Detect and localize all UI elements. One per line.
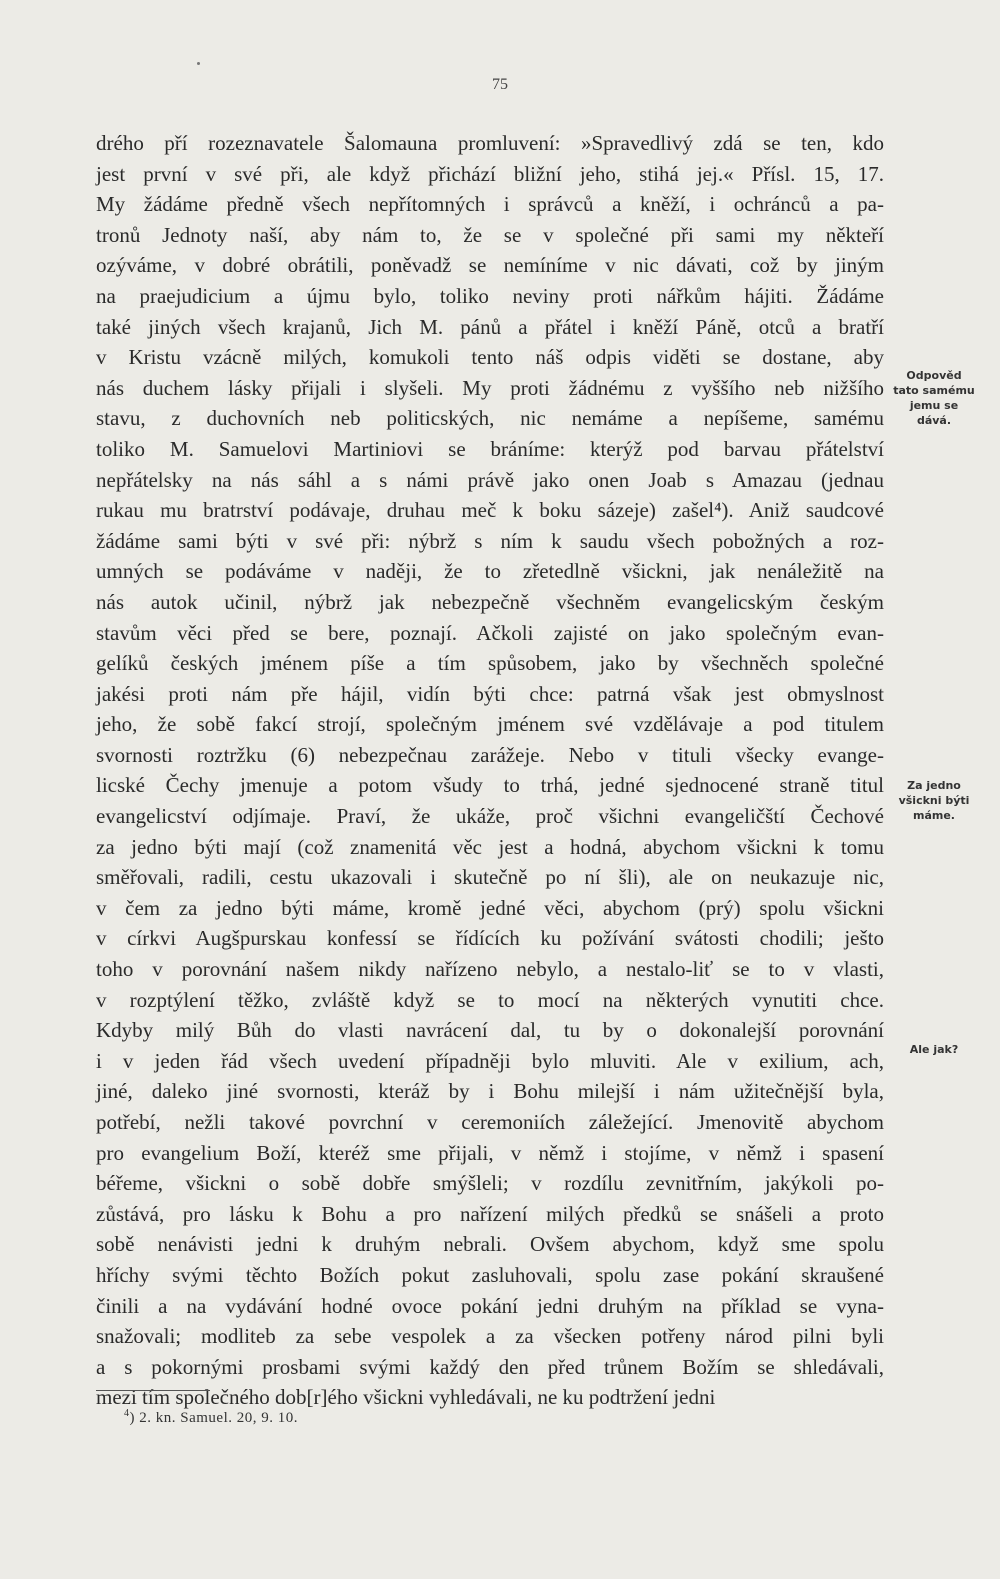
dust-speck (197, 62, 200, 65)
text-line: za jedno býti mají (což znamenitá věc jest a hodná, abychom všickni k tomu (96, 834, 884, 859)
margin-note-line: máme. (913, 809, 955, 822)
text-line: svornosti roztržku (6) nebezpečnau zarážeje. Nebo v tituli všecky evange- (96, 742, 884, 767)
margin-note-line: dává. (916, 414, 952, 427)
margin-note-line: všickni býti (898, 794, 970, 807)
text-line: zůstává, pro lásku k Bohu a pro nařízení milých předků se snášeli a proto (96, 1201, 884, 1226)
margin-note-ale-jak (884, 1042, 984, 1057)
text-line: toho v porovnání našem nikdy nařízeno nebylo, a nestalo-liť se to v vlasti, (96, 957, 884, 982)
text-line: také jiných všech krajanů, Jich M. pánů a přátel i kněží Páně, otců a bratří (96, 314, 884, 339)
text-line: nepřátelsky na nás sáhl a s námi právě jako onen Joab s Amazau (jednau (96, 467, 884, 492)
text-line: jakési proti nám pře hájil, vidín býti chce: patrná však jest obmyslnost (96, 681, 884, 706)
text-line: béřeme, všickni o sobě dobře smýšleli; v rozdílu zevnitřním, jakýkoli po- (96, 1171, 884, 1196)
text-line: činili a na vydávání hodné ovoce pokání jedni druhým na příklad se vyna- (96, 1293, 884, 1318)
text-line: a s pokornými prosbami svými každý den před trůnem Božím se shledávali, (96, 1354, 884, 1379)
text-line: stavu, z duchovních neb politicských, nic nemáme a nepíšeme, samému (96, 406, 884, 431)
text-line: tronů Jednoty naší, aby nám to, že se v společné při sami my někteří (96, 222, 884, 247)
text-line: v rozptýlení těžko, zvláště když se to mocí na některých vynutiti chce. (96, 987, 884, 1012)
footnote (124, 1408, 298, 1427)
text-line: drého pří rozeznavatele Šalomauna promluvení: »Spravedlivý zdá se ten, kdo (96, 131, 884, 155)
text-line: toliko M. Samuelovi Martiniovi se bráníme: kterýž pod barvau přátelství (96, 436, 884, 461)
text-line: směřovali, radili, cestu ukazovali i skutečně po ní šli), ale on neukazuje nic, (96, 865, 884, 890)
margin-note-line: jemu se (909, 399, 959, 412)
margin-note-line: Odpověd (906, 369, 962, 382)
footnote-rule (96, 1390, 210, 1391)
text-line: evangelicství odjímaje. Praví, že ukáže, proč všichni evangeličští Čechové (96, 804, 884, 829)
footnote-marker: 4 (124, 1408, 130, 1419)
text-line: mezi tím společného dob[r]ého všickni vyhledávali, ne ku podtržení jedni (96, 1385, 716, 1410)
text-line: žádáme sami býti v své při: nýbrž s ním k saudu všech pobožných a roz- (96, 528, 884, 553)
text-line: v Kristu vzácně milých, komukoli tento náš odpis viděti se dostane, aby (96, 345, 884, 370)
text-line: rukau mu bratrství podávaje, druhau meč k boku sázeje) zašel⁴). Aniž saudcové (96, 498, 884, 523)
text-line: snažovali; modliteb za sebe vespolek a za všecken potřeny národ pilni byli (96, 1324, 884, 1349)
text-line: hříchy svými těchto Božích pokut zasluhovali, spolu zase pokání skraušené (96, 1262, 884, 1287)
text-line: umných se podáváme v naději, že to zřetedlně všickni, jak nenáležitě na (96, 559, 884, 584)
margin-note-za-jedno (884, 778, 984, 823)
text-line: jiné, daleko jiné svornosti, kteráž by i Bohu milejší i nám užitečnější byla, (96, 1079, 884, 1104)
text-line: pro evangelium Boží, kteréž sme přijali, v němž i stojíme, v němž i spasení (96, 1140, 884, 1165)
page-number: 75 (492, 76, 508, 93)
text-line: nás duchem lásky přijali i slyšeli. My proti žádnému z vyššího neb nižšího (96, 375, 884, 400)
text-line: Kdyby milý Bůh do vlasti navrácení dal, tu by o dokonalejší porovnání (96, 1018, 884, 1043)
text-line: jeho, že sobě fakcí strojí, společným jménem své vzdělávaje a pod titulem (96, 712, 884, 737)
footnote-text: ) 2. kn. Samuel. 20, 9. 10. (129, 1410, 298, 1426)
text-line: na praejudicium a újmu bylo, toliko neviny proti nářkům hájiti. Žádáme (96, 283, 884, 308)
text-line: jest první v své při, ale když přichází bližní jeho, stihá jej.« Přísl. 15, 17. (96, 161, 884, 186)
text-line: sobě nenávisti jedni k druhým nebrali. Ovšem abychom, když sme spolu (96, 1232, 884, 1257)
text-line: potřebí, nežli takové povrchní v ceremoniích záležející. Jmenovitě abychom (96, 1110, 884, 1134)
margin-note-line: Ale jak? (909, 1043, 959, 1056)
text-line: nás autok učinil, nýbrž jak nebezpečně všechněm evangelicským českým (96, 589, 884, 614)
margin-note-line: Za jedno (907, 779, 961, 792)
text-line: licské Čechy jmenuje a potom všudy to trhá, jedné sjednocené straně titul (96, 773, 884, 798)
text-line: v čem za jedno býti máme, kromě jedné věci, abychom (prý) spolu všickni (96, 895, 884, 920)
text-line: i v jeden řád všech uvedení případněji bylo mluviti. Ale v exilium, ach, (96, 1048, 884, 1073)
text-line: My žádáme předně všech nepřítomných i správců a kněží, i ochránců a pa- (96, 192, 884, 217)
margin-note-odpoved (884, 368, 984, 428)
text-line: gelíků českých jménem píše a tím spůsobem, jako by všechněch společné (96, 651, 884, 676)
text-line: ozýváme, v dobré obrátili, poněvadž se nemíníme v nic dávati, což by jiným (96, 253, 884, 278)
body-text (96, 128, 884, 1413)
text-line: v církvi Augšpurskau konfessí se řídících ku požívání svátosti chodili; ješto (96, 926, 884, 951)
margin-note-line: tato samému (893, 384, 975, 397)
text-line: stavům věci před se bere, poznají. Ačkoli zajisté on jako společným evan- (96, 620, 884, 645)
